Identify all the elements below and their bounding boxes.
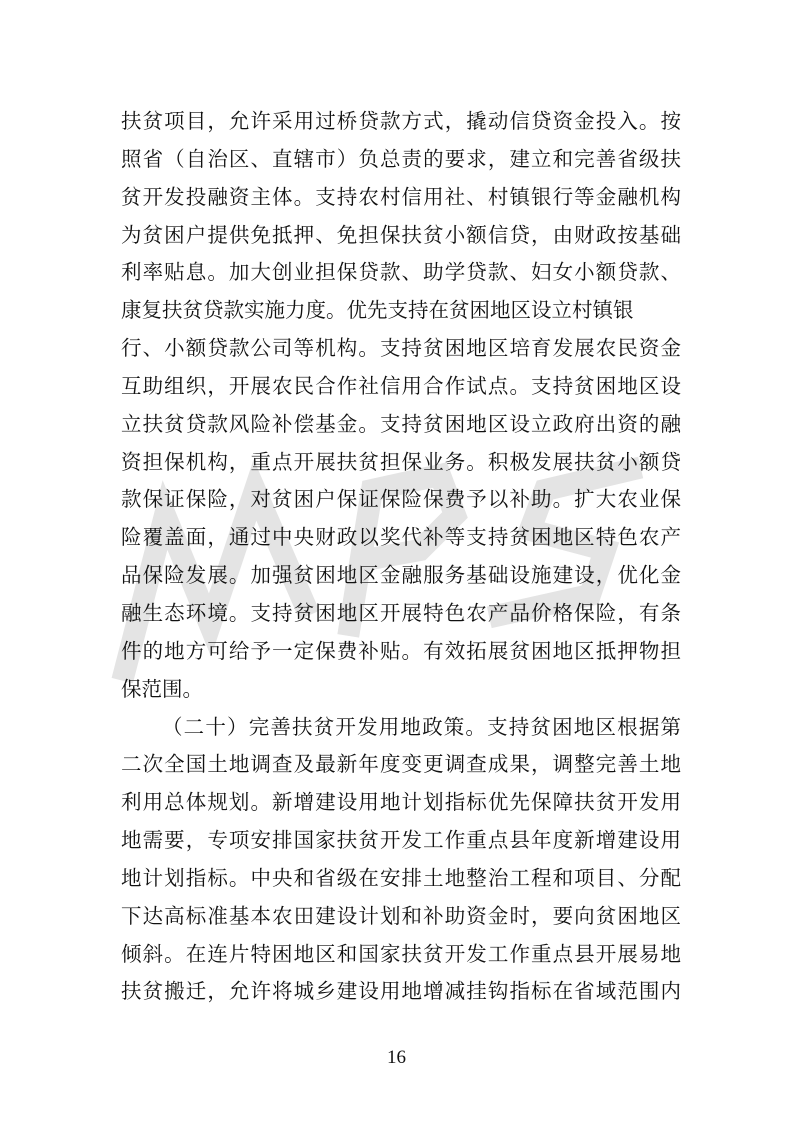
text-line: 利率贴息。加大创业担保贷款、助学贷款、妇女小额贷款、 bbox=[121, 260, 681, 285]
text-line: 品保险发展。加强贫困地区金融服务基础设施建设，优化金 bbox=[121, 563, 681, 588]
text-line: 二次全国土地调查及最新年度变更调查成果，调整完善土地 bbox=[121, 752, 681, 777]
text-line: 利用总体规划。新增建设用地计划指标优先保障扶贫开发用 bbox=[121, 790, 681, 815]
page-number: 16 bbox=[387, 1047, 406, 1068]
text-line: 扶贫项目，允许采用过桥贷款方式，撬动信贷资金投入。按 bbox=[121, 109, 681, 133]
text-line: 为贫困户提供免抵押、免担保扶贫小额信贷，由财政按基础 bbox=[121, 222, 681, 247]
text-line: 融生态环境。支持贫困地区开展特色农产品价格保险，有条 bbox=[121, 600, 681, 625]
text-line: 下达高标准基本农田建设计划和补助资金时，要向贫困地区 bbox=[121, 903, 681, 928]
text-line: 倾斜。在连片特困地区和国家扶贫开发工作重点县开展易地 bbox=[121, 941, 681, 966]
text-line: 地计划指标。中央和省级在安排土地整治工程和项目、分配 bbox=[121, 865, 681, 890]
text-line: 互助组织，开展农民合作社信用合作试点。支持贫困地区设 bbox=[121, 373, 681, 398]
text-line: 立扶贫贷款风险补偿基金。支持贫困地区设立政府出资的融 bbox=[121, 411, 681, 436]
text-line: 地需要，专项安排国家扶贫开发工作重点县年度新增建设用 bbox=[121, 828, 681, 853]
body-text bbox=[121, 103, 681, 1011]
text-line: 照省（自治区、直辖市）负总责的要求，建立和完善省级扶 bbox=[121, 146, 681, 171]
text-line: 险覆盖面，通过中央财政以奖代补等支持贫困地区特色农产 bbox=[121, 525, 681, 550]
text-line: 件的地方可给予一定保费补贴。有效拓展贫困地区抵押物担 bbox=[121, 638, 681, 663]
text-line: 行、小额贷款公司等机构。支持贫困地区培育发展农民资金 bbox=[121, 336, 681, 361]
section-heading-line: （二十）完善扶贫开发用地政策。支持贫困地区根据第 bbox=[162, 714, 681, 739]
text-line: 扶贫搬迁，允许将城乡建设用地增减挂钩指标在省域范围内 bbox=[121, 979, 681, 1004]
text-line: 保范围。 bbox=[121, 676, 203, 701]
text-line: 康复扶贫贷款实施力度。优先支持在贫困地区设立村镇银 bbox=[121, 298, 634, 323]
text-line: 资担保机构，重点开展扶贫担保业务。积极发展扶贫小额贷 bbox=[121, 449, 681, 474]
text-line: 贫开发投融资主体。支持农村信用社、村镇银行等金融机构 bbox=[121, 184, 681, 209]
text-line: 款保证保险，对贫困户保证保险保费予以补助。扩大农业保 bbox=[121, 487, 681, 512]
